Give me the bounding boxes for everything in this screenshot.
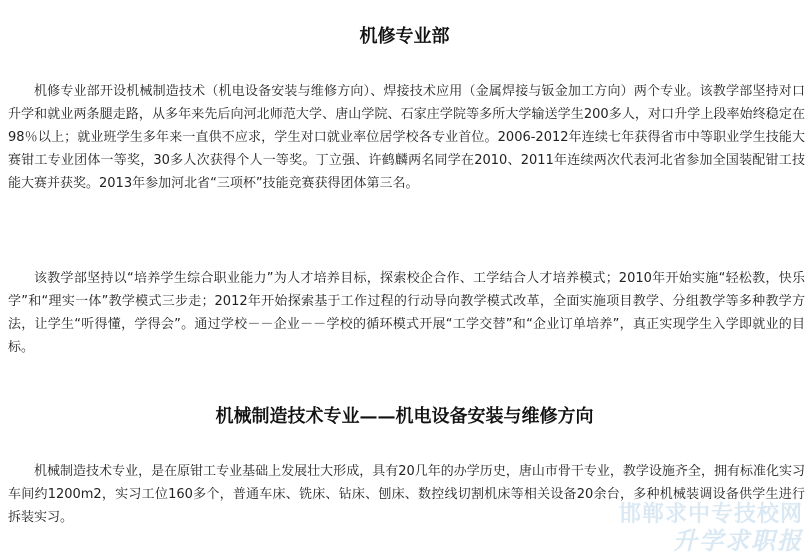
watermark-line-1: 邯郸求中专技校网: [618, 502, 803, 527]
paragraph-department-overview: 机修专业部开设机械制造技术（机电设备安装与维修方向）、焊接技术应用（金属焊接与钣金加工方向）两个专业。该教学部坚持对口升学和就业两条腿走路，从多年来先后向河北师范大学、唐山学院、石家庄学院等多所大学输送学生200多人，对口升学上段率始终稳定在98％以上；就业班学生多年来一直供不应求，学生对口就业率位居学校各专业首位。2006-2012年连续七年获得省市中等职业学生技能大赛钳工专业团体一等奖，30多人次获得个人一等奖。丁立强、许鹤麟两名同学在2010、2011年连续两次代表河北省参加全国装配钳工技能大赛并获奖。2013年参加河北省“三项杯”技能竞赛获得团体第三名。: [8, 84, 805, 191]
paragraph-major-description: 机械制造技术专业，是在原钳工专业基础上发展壮大形成，具有20几年的办学历史，唐山市骨干专业，教学设施齐全，拥有标准化实习车间约1200m2，实习工位160多个，普通车床、铣床、钻床、刨床、数控线切割机床等相关设备20余台，多种机械装调设备供学生进行拆装实习。: [8, 464, 805, 525]
paragraph-teaching-model: 该教学部坚持以“培养学生综合职业能力”为人才培养目标，探索校企合作、工学结合人才培养模式；2010年开始实施“轻松教，快乐学”和“理实一体”教学模式三步走；2012年开始探索基于工作过程的行动导向教学模式改革，全面实施项目教学、分组教学等多种教学方法，让学生“听得懂，学得会”。通过学校－－企业－－学校的循环模式开展“工学交替”和“企业订单培养”，真正实现学生入学即就业的目标。: [8, 271, 805, 355]
section-title-mechanical-manufacturing-major: 机械制造技术专业——机电设备安装与维修方向: [215, 406, 594, 427]
watermark-line-2: 升学求职报: [673, 527, 803, 555]
section-title-machine-repair-department: 机修专业部: [359, 26, 450, 47]
